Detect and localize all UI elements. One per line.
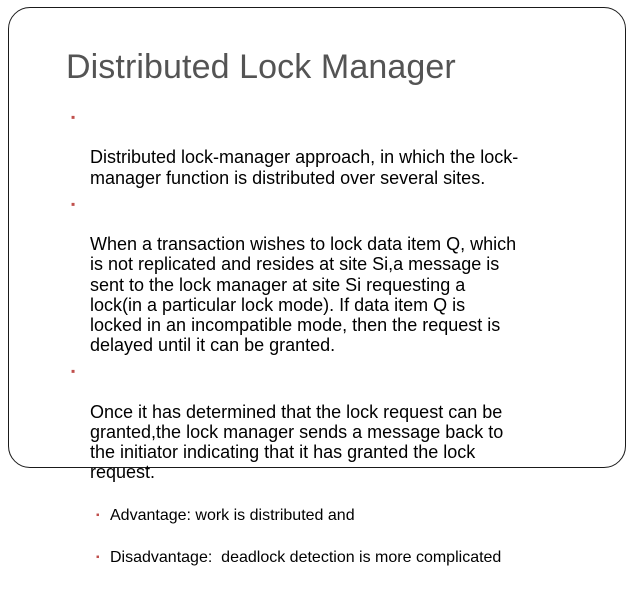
sub-bullet-marker-icon: ▪ xyxy=(96,552,100,564)
bullet-marker-icon: ▪ xyxy=(71,196,76,211)
bullet-item-1 xyxy=(70,107,610,188)
sub-bullet-marker-icon: ▪ xyxy=(96,509,100,521)
bullet-item-3 xyxy=(70,361,610,609)
sub-bullet-item-advantage xyxy=(96,505,610,527)
sub-bullet-text: Advantage: work is distributed and xyxy=(110,506,355,524)
bullet-list xyxy=(70,107,610,615)
sub-bullet-item-disadvantage xyxy=(96,547,610,569)
bullet-marker-icon: ▪ xyxy=(71,364,76,379)
bullet-item-2 xyxy=(70,194,610,356)
bullet-marker-icon: ▪ xyxy=(71,110,76,124)
sub-bullet-list xyxy=(90,485,610,590)
sub-bullet-text: Disadvantage: deadlock detection is more complicated xyxy=(110,549,502,567)
bullet-text: When a transaction wishes to lock data item Q, which is not replicated and resides at site Si,a message is sent to the lock manager at site Si requesting a lock(in a particular lock mode). If data item Q is locked in an incompatible mode, then the request is delayed until it can be granted. xyxy=(90,234,517,356)
bullet-text: Once it has determined that the lock request can be granted,the lock manager sends a message back to the initiator indicating that it has granted the lock request. xyxy=(90,401,504,483)
bullet-text: Distributed lock-manager approach, in which the lock- manager function is distributed over several sites. xyxy=(90,147,519,188)
slide-title: Distributed Lock Manager xyxy=(66,48,456,86)
